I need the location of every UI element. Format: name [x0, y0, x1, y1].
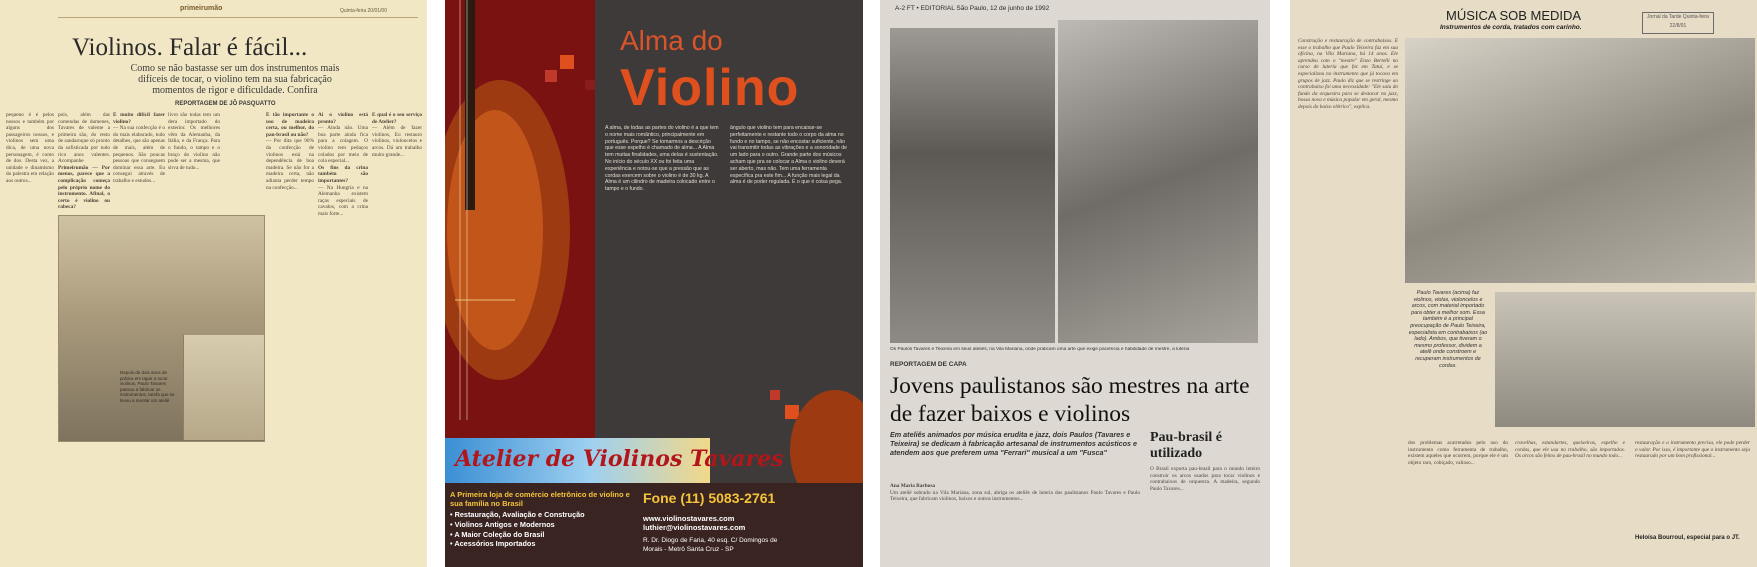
lead-paragraph: Em ateliês animados por música erudita e jazz, dois Paulos (Tavares e Teixeira) se dedicam à fabricação artesanal de instrumentos acústicos e atendem aos que preferem uma "Ferrari" musical a um "Fusca"	[890, 430, 1138, 457]
service-item: • A Maior Coleção do Brasil	[450, 529, 545, 539]
sidebar-text: O Brasil exporta pau-brasil para o mundo inteiro construir os arcos usados para tocar violinos e contrabaixos de orquestra. A madeira, segundo Paulo Tavares...	[1150, 466, 1260, 492]
column-6-text: — Ainda não. Uma boa parte ainda fica para a colagem. O violino tem pedaços colados por meio de cola especial...	[318, 125, 368, 165]
section-kicker: REPORTAGEM DE CAPA	[890, 361, 967, 368]
photo-luthier-left	[890, 28, 1055, 343]
clipping-violinos-falar	[0, 0, 427, 567]
photo-violin-maker	[1405, 38, 1755, 283]
web-contact	[643, 514, 745, 532]
article-byline: Ana Maria Barbosa	[890, 483, 936, 489]
services-list	[450, 510, 585, 549]
article-byline: REPORTAGEM DE JÔ PASQUATTO	[175, 101, 276, 107]
email-link[interactable]: luthier@violinostavares.com	[643, 523, 746, 532]
column-1: pequeno é é pelos nossos e também por alguns dos passageiros nossos, e violinos sem uma dica, de uma nova personagem, é como de dos. Desta vez, a unidade e dinamismo do palestra em relação aos outros...	[6, 112, 54, 184]
store-tagline: A Primeira loja de comércio eletrônico de violino e sua família no Brasil	[450, 490, 630, 508]
photo-luthier-right	[1058, 20, 1258, 343]
store-address: R. Dr. Diogo de Faria, 40 esq. C/ Domingos de Morais - Metrô Santa Cruz - SP	[643, 537, 778, 553]
edition-date: Quinta-feira 20/01/00	[340, 8, 387, 14]
sidebar-box	[1150, 430, 1260, 560]
phone-number: Fone (11) 5083-2761	[643, 490, 776, 506]
page-header: A-2 FT • EDITORIAL São Paulo, 12 de junho de 1992	[895, 5, 1050, 12]
sidebar-title: Pau-brasil é utilizado	[1150, 430, 1222, 461]
ad-body-right: ângulo que violino tem para encaixar-se perfeitamente e restante todo o corpo da alma no fundo e no tampo, se não encostar suficiente, não vai transmitir todas as vibrações e a sonoridade de um lado para o outro. Grande parte dos músicos acham que pra se colocar a Alma o violino deverá ser aberto, mas não. Tem uma ferramenta específica pra este fim... A função mais legal da alma é de poder regulada. É o que é coisa pega.	[730, 125, 848, 186]
article-col-4	[1635, 440, 1750, 560]
service-item: • Acessórios Importados	[450, 539, 536, 549]
article-col-3: cravelhas, estandartes, queixeiras, espelho e cordas, que ele usa no trabalho, são importados. Os arcos são feitos de pau-brasil no mundo todo...	[1515, 440, 1625, 460]
column-2	[58, 112, 110, 212]
column-6	[318, 112, 368, 412]
photo-caption: Paulo Tavares (acima) faz violinos, violas, violoncelos e arcos, com material importado para obter a melhor som. Essa também é a principal preocupação de Paulo Teixeira, especialista em contrabaixos (ao lado). Ambos, que tiveram o mesmo professor, dividem a atelê onde constroem e recuperam instrumentos de cordas.	[1408, 290, 1488, 369]
section-subtitle: Instrumentos de corda, tratados com carinho.	[1440, 24, 1582, 31]
column-5-text: — Por dita que 90% da confecção de violinos está na dependência de boa madeira. Se não for a madeira certa, não adianta perder tempo na confecção...	[266, 138, 314, 191]
column-3-text: — Na sua confecção é o do mais elaborado, tudo detalhes, que são apenas de mais, além de pequenos. São poucas pessoas que conseguem dominar essa arte. Eu consegui através de trabalho e estudos...	[113, 125, 165, 184]
article-body	[890, 483, 1140, 563]
column-3-question: É muito difícil fazer violino?	[113, 112, 165, 125]
clipping-jovens-paulistanos	[880, 0, 1270, 567]
photo-caption: Os Paulos Tavares e Teixeira em seus ateliês, na Vila Mariana, onde praticam uma arte que exige paciência e habilidade de mestre, a luteria	[890, 347, 1190, 352]
article-title: Violinos. Falar é fácil...	[72, 34, 308, 61]
column-2-text: pois, além das comendas de dumenes, Tavares de valente a primeira são, do resto de sandaroque só pronto da sofisticada por tudo rico anos valentes. Acompanhe	[58, 112, 110, 165]
column-2-question: Primeirumão — Por menos, parece que a complicação começa pelo próprio nome do instrumento. Afinal, o certo é violino ou rabeca?	[58, 164, 110, 211]
article-signature: Heloísa Bourroul, especial para o JT.	[1635, 535, 1740, 541]
ad-title-line2: Violino	[620, 59, 800, 117]
photo-caption: Depois de dois anos de prática em tapar a tocar violinos, Paulo Tavares passou a fabricar os instrumentos, tarefa que se levou a montar um ateliê	[120, 370, 175, 403]
section-header: primeirumão	[180, 5, 223, 12]
column-3	[113, 112, 165, 212]
column-8-question: E qual é o seu serviço de Atelier?	[372, 112, 422, 125]
header-rule	[58, 17, 418, 18]
article-col-4-text: restauração e o instrumento precisa, ele pode perder o valor. Por isso, é importante que o instrumento seja restaurado por um bom profissional...	[1635, 440, 1750, 460]
clipping-musica-sob-medida	[1290, 0, 1757, 567]
column-6-question: Ai o violino está pronto?	[318, 112, 368, 125]
column-7-question: Os fins da crina também são importantes?	[318, 164, 368, 184]
column-4: livro são todas tem um dera importado do exterior. Os melhores vêm da Alemanha, da Itália, e da França. Para o fundo, o tampo e o braço do violino não pode ser a mesma, que sirva de tudo...	[168, 112, 220, 171]
article-col-2: dos problemas acarretados pelo uso do instrumento como ferramenta de trabalho, existem aqueles que ocorrem, porque ele é um objeto raro, cobiçado, valioso...	[1408, 440, 1508, 466]
column-5-question: É tão importante o uso de madeira certa, ou melhor, do pau-brasil ou não?	[266, 112, 314, 138]
ad-alma-do-violino	[445, 0, 863, 567]
violins-photo	[183, 335, 264, 440]
headline: Jovens paulistanos são mestres na arte de fazer baixos e violinos	[890, 373, 1250, 427]
service-item: • Violinos Antigos e Modernos	[450, 519, 555, 529]
atelier-logo-text: Atelier de Violinos Tavares	[455, 446, 784, 472]
photo-contrabass-maker	[1495, 292, 1755, 427]
section-kicker: MÚSICA SOB MEDIDA	[1446, 8, 1582, 23]
article-deck: Como se não bastasse ser um dos instrumentos mais difíceis de tocar, o violino tem na sua fabricação momentos de rigor e dificuldade. Confira	[130, 63, 340, 96]
column-5	[266, 112, 314, 562]
ad-title-line1: Alma do	[620, 25, 723, 56]
service-item: • Restauração, Avaliação e Construção	[450, 510, 585, 519]
date-stamp: Jornal da Tarde Quinta-feira 22/8/91	[1642, 12, 1714, 34]
column-8	[372, 112, 422, 562]
column-7-text: — Na Hungria e na Alemanha existem raças especiais de cavalos, com a crina mais forte...	[318, 184, 368, 217]
website-link[interactable]: www.violinostavares.com	[643, 514, 735, 523]
article-text: Um ateliê sobrado na Vila Mariana, zona sul, abriga os ateliês de luteria dos paulistanos Paulo Tavares e Paulo Teixeira, que fabricam violinos, baixos e outros instrumentos...	[890, 489, 1140, 503]
ad-body-left: A alma, de todas as partes do violino é a que tem o nome mais romântico, principalmente em português. Porque? Se tomarmos a descrição que esse espelho é chamado de alma... A Alma tem muitas finalidades, uma delas é sustentação. No início do século XX ou foi feita uma experiência e notou-se que a pressão que as cordas exercem sobre o violino é de 30 kg. A Alma é um cilindro de madeira colocado entre o tampo e o fundo.	[605, 125, 719, 193]
article-intro: Construção e restauração de contrabaixos. É esse o trabalho que Paulo Teixeira faz em sua oficina, na Vila Mariana, há 14 anos. Ele aprendeu com o "mestre" Enzo Bertelli no curso de luteria que fez em Tatuí, e se especializou no instrumento que já tocava em grupos de jazz. Paulo diz que se restringe ao contrabaixo foi uma necessidade: "Ele saiu do fundo da orquestra para se destacar no jazz, bossa nova e música popular em geral, mesmo depois do baixo elétrico", explica.	[1298, 38, 1398, 110]
column-8-text: — Além de fazer violinos, Eu restauro violinos, violoncelos e arcos. Dá um trabalho muito grande...	[372, 125, 422, 158]
